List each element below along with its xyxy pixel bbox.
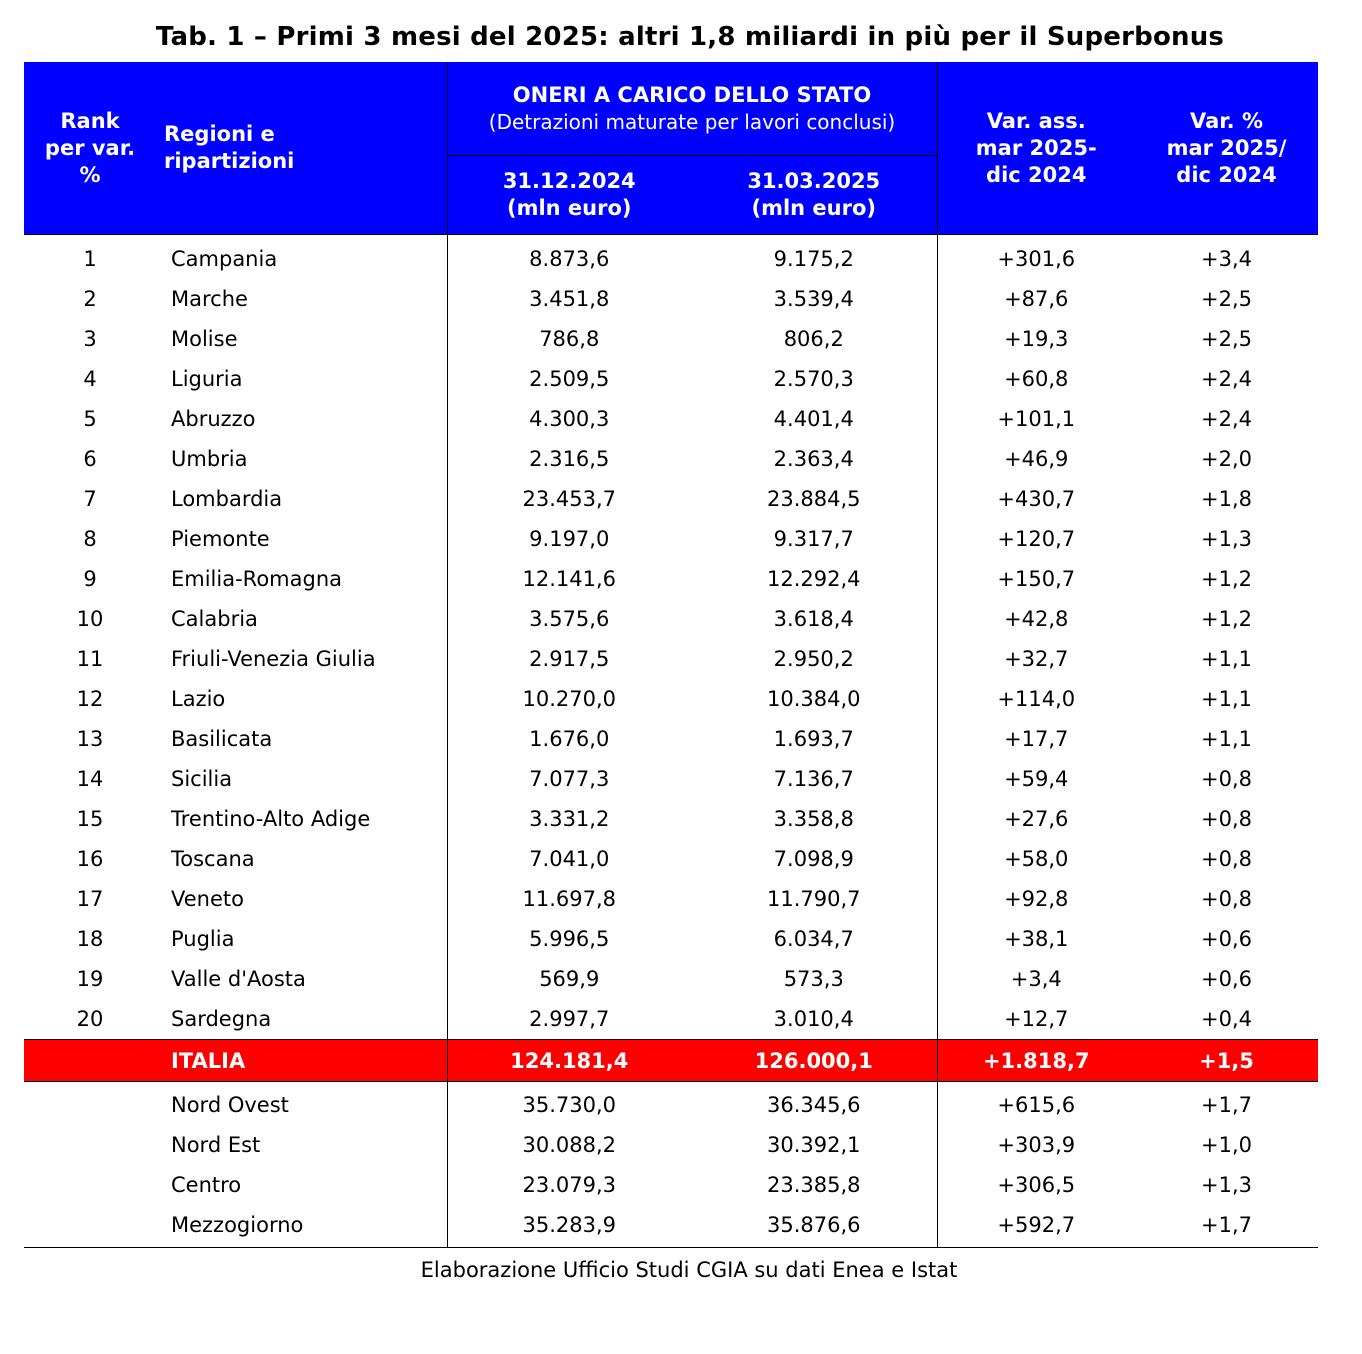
var-abs-cell: +92,8: [937, 879, 1135, 919]
header-date-dec2024-line2: (mln euro): [506, 196, 632, 220]
mar2025-cell: 3.010,4: [773, 1007, 854, 1031]
mar2025-cell: 3.618,4: [773, 607, 854, 631]
table-row: [24, 959, 1318, 999]
table-bottom-rule: [24, 1248, 1318, 1249]
var-pct-cell: +2,4: [1201, 367, 1252, 391]
var-abs-cell: +120,7: [937, 519, 1135, 559]
var-abs-cell: +114,0: [937, 679, 1135, 719]
region-cell: Toscana: [171, 847, 255, 871]
rank-cell: 6: [83, 447, 97, 471]
header-oneri-line1: ONERI A CARICO DELLO STATO: [512, 83, 872, 107]
table-title: Tab. 1 – Primi 3 mesi del 2025: altri 1,8 miliardi in più per il Superbonus: [155, 22, 1225, 52]
header-oneri-line2: (Detrazioni maturate per lavori conclusi): [488, 110, 896, 134]
dec2024-cell: 9.197,0: [447, 519, 691, 559]
header-date-dec2024-line1: 31.12.2024: [502, 169, 636, 193]
var-pct-cell: +0,8: [1201, 807, 1252, 831]
table-row: [24, 639, 1318, 679]
header-var-pct: [1135, 62, 1318, 235]
mar2025-cell: 806,2: [783, 327, 844, 351]
partition-row: [24, 1165, 1318, 1205]
total-var-abs-cell: +1.818,7: [937, 1040, 1135, 1082]
dec2024-cell: 11.697,8: [447, 879, 691, 919]
mar2025-cell: 7.136,7: [773, 767, 854, 791]
header-var-pct-line2: mar 2025/: [1166, 135, 1287, 160]
header-var-abs-line3: dic 2024: [986, 162, 1087, 187]
var-pct-cell: +2,5: [1201, 287, 1252, 311]
var-abs-cell: +27,6: [937, 799, 1135, 839]
table-row: [24, 879, 1318, 919]
dec2024-cell: 1.676,0: [447, 719, 691, 759]
mar2025-cell: 9.175,2: [773, 247, 854, 271]
header-rank-line1: Rank: [60, 108, 120, 133]
mar2025-cell: 7.098,9: [773, 847, 854, 871]
total-body: [24, 1040, 1318, 1082]
partition-dec2024-cell: 23.079,3: [447, 1165, 691, 1205]
dec2024-cell: 4.300,3: [447, 399, 691, 439]
total-mar2025-cell: 126.000,1: [691, 1040, 937, 1082]
total-region-cell: ITALIA: [156, 1040, 447, 1082]
var-pct-cell: +0,6: [1201, 927, 1252, 951]
table-header: [24, 62, 1318, 235]
mar2025-cell: 4.401,4: [773, 407, 854, 431]
header-var-pct-line3: dic 2024: [1176, 162, 1277, 187]
total-row: [24, 1040, 1318, 1082]
header-date-mar2025: [691, 156, 937, 235]
rank-cell: 7: [83, 487, 97, 511]
table-row: [24, 559, 1318, 599]
partition-rank-cell: [24, 1125, 156, 1165]
partition-var-pct-cell: +1,0: [1201, 1133, 1252, 1157]
region-cell: Liguria: [171, 367, 243, 391]
region-cell: Umbria: [171, 447, 248, 471]
var-pct-cell: +0,8: [1201, 767, 1252, 791]
table-row: [24, 759, 1318, 799]
table-row: [24, 399, 1318, 439]
var-abs-cell: +32,7: [937, 639, 1135, 679]
rank-cell: 4: [83, 367, 97, 391]
header-region-line2: ripartizioni: [164, 149, 295, 173]
mar2025-cell: 12.292,4: [766, 567, 861, 591]
partition-var-abs-cell: +303,9: [937, 1125, 1135, 1165]
var-pct-cell: +1,1: [1201, 647, 1252, 671]
table-row: [24, 999, 1318, 1040]
rank-cell: 16: [76, 847, 104, 871]
rank-cell: 11: [76, 647, 104, 671]
partition-region-cell: Centro: [171, 1173, 242, 1197]
region-cell: Emilia-Romagna: [171, 567, 343, 591]
header-var-abs: [937, 62, 1135, 235]
region-cell: Calabria: [171, 607, 258, 631]
table-row: [24, 719, 1318, 759]
partition-dec2024-cell: 30.088,2: [447, 1125, 691, 1165]
table-row: [24, 799, 1318, 839]
mar2025-cell: 3.539,4: [773, 287, 854, 311]
var-abs-cell: +87,6: [937, 279, 1135, 319]
dec2024-cell: 7.041,0: [447, 839, 691, 879]
header-date-dec2024: [447, 156, 691, 235]
var-abs-cell: +301,6: [937, 235, 1135, 280]
dec2024-cell: 2.997,7: [447, 999, 691, 1040]
dec2024-cell: 3.451,8: [447, 279, 691, 319]
header-var-abs-line1: Var. ass.: [986, 108, 1086, 133]
var-pct-cell: +3,4: [1201, 247, 1252, 271]
region-cell: Lazio: [171, 687, 226, 711]
partition-dec2024-cell: 35.283,9: [447, 1205, 691, 1248]
var-pct-cell: +1,1: [1201, 727, 1252, 751]
dec2024-cell: 786,8: [447, 319, 691, 359]
var-abs-cell: +58,0: [937, 839, 1135, 879]
var-abs-cell: +38,1: [937, 919, 1135, 959]
rank-cell: 2: [83, 287, 97, 311]
var-abs-cell: +3,4: [937, 959, 1135, 999]
partitions-body: [24, 1082, 1318, 1248]
partition-var-pct-cell: +1,7: [1201, 1093, 1252, 1117]
partition-rank-cell: [24, 1205, 156, 1248]
rank-cell: 15: [76, 807, 104, 831]
partition-row: [24, 1082, 1318, 1126]
rank-cell: 9: [83, 567, 97, 591]
region-cell: Basilicata: [171, 727, 273, 751]
mar2025-cell: 23.884,5: [766, 487, 861, 511]
rank-cell: 14: [76, 767, 104, 791]
table-row: [24, 519, 1318, 559]
rank-cell: 19: [76, 967, 104, 991]
region-cell: Trentino-Alto Adige: [171, 807, 371, 831]
rank-cell: 17: [76, 887, 104, 911]
mar2025-cell: 3.358,8: [773, 807, 854, 831]
var-abs-cell: +150,7: [937, 559, 1135, 599]
partition-region-cell: Nord Ovest: [171, 1093, 289, 1117]
var-pct-cell: +1,8: [1201, 487, 1252, 511]
dec2024-cell: 12.141,6: [447, 559, 691, 599]
table-row: [24, 319, 1318, 359]
region-cell: Lombardia: [171, 487, 283, 511]
total-dec2024-cell: 124.181,4: [447, 1040, 691, 1082]
mar2025-cell: 2.363,4: [773, 447, 854, 471]
mar2025-cell: 6.034,7: [773, 927, 854, 951]
region-cell: Veneto: [171, 887, 244, 911]
region-cell: Friuli-Venezia Giulia: [171, 647, 376, 671]
table-row: [24, 439, 1318, 479]
header-var-pct-line1: Var. %: [1190, 108, 1263, 133]
rank-cell: 1: [83, 247, 97, 271]
table-row: [24, 235, 1318, 280]
var-pct-cell: +1,1: [1201, 687, 1252, 711]
dec2024-cell: 2.316,5: [447, 439, 691, 479]
var-abs-cell: +42,8: [937, 599, 1135, 639]
dec2024-cell: 3.575,6: [447, 599, 691, 639]
mar2025-cell: 2.950,2: [773, 647, 854, 671]
var-abs-cell: +59,4: [937, 759, 1135, 799]
header-region-line1: Regioni e: [164, 122, 275, 146]
partition-mar2025-cell: 23.385,8: [766, 1173, 861, 1197]
var-abs-cell: +101,1: [937, 399, 1135, 439]
var-pct-cell: +0,8: [1201, 887, 1252, 911]
partition-rank-cell: [24, 1082, 156, 1126]
dec2024-cell: 10.270,0: [447, 679, 691, 719]
partition-mar2025-cell: 30.392,1: [766, 1133, 861, 1157]
superbonus-table: [24, 62, 1318, 1248]
rank-cell: 18: [76, 927, 104, 951]
var-abs-cell: +17,7: [937, 719, 1135, 759]
header-date-mar2025-line2: (mln euro): [751, 196, 876, 220]
var-pct-cell: +0,8: [1201, 847, 1252, 871]
partition-region-cell: Nord Est: [171, 1133, 261, 1157]
rank-cell: 13: [76, 727, 104, 751]
table-row: [24, 479, 1318, 519]
var-abs-cell: +60,8: [937, 359, 1135, 399]
partition-region-cell: Mezzogiorno: [171, 1213, 304, 1237]
region-cell: Valle d'Aosta: [171, 967, 306, 991]
dec2024-cell: 569,9: [447, 959, 691, 999]
rank-cell: 10: [76, 607, 104, 631]
dec2024-cell: 23.453,7: [447, 479, 691, 519]
var-pct-cell: +0,4: [1201, 1007, 1252, 1031]
header-region: [156, 62, 447, 235]
region-cell: Abruzzo: [171, 407, 256, 431]
var-pct-cell: +1,3: [1201, 527, 1252, 551]
region-cell: Marche: [171, 287, 248, 311]
dec2024-cell: 2.509,5: [447, 359, 691, 399]
mar2025-cell: 573,3: [783, 967, 844, 991]
partition-mar2025-cell: 36.345,6: [766, 1093, 861, 1117]
dec2024-cell: 8.873,6: [447, 235, 691, 280]
dec2024-cell: 7.077,3: [447, 759, 691, 799]
var-abs-cell: +430,7: [937, 479, 1135, 519]
var-pct-cell: +2,5: [1201, 327, 1252, 351]
partition-mar2025-cell: 35.876,6: [766, 1213, 861, 1237]
table-body: [24, 235, 1318, 1040]
partition-rank-cell: [24, 1165, 156, 1205]
var-pct-cell: +1,2: [1201, 607, 1252, 631]
header-rank: [24, 62, 156, 235]
rank-cell: 8: [83, 527, 97, 551]
partition-dec2024-cell: 35.730,0: [447, 1082, 691, 1126]
var-pct-cell: +0,6: [1201, 967, 1252, 991]
partition-var-abs-cell: +592,7: [937, 1205, 1135, 1248]
region-cell: Sardegna: [171, 1007, 272, 1031]
var-abs-cell: +12,7: [937, 999, 1135, 1040]
rank-cell: 5: [83, 407, 97, 431]
rank-cell: 20: [76, 1007, 104, 1031]
header-rank-line2: per var.: [44, 135, 136, 160]
mar2025-cell: 1.693,7: [773, 727, 854, 751]
partition-row: [24, 1125, 1318, 1165]
total-var-pct-cell: +1,5: [1135, 1040, 1318, 1082]
region-cell: Campania: [171, 247, 278, 271]
partition-row: [24, 1205, 1318, 1248]
mar2025-cell: 10.384,0: [766, 687, 861, 711]
region-cell: Molise: [171, 327, 238, 351]
partition-var-pct-cell: +1,3: [1201, 1173, 1252, 1197]
table-row: [24, 359, 1318, 399]
region-cell: Puglia: [171, 927, 235, 951]
partition-var-abs-cell: +615,6: [937, 1082, 1135, 1126]
header-date-mar2025-line1: 31.03.2025: [747, 169, 881, 193]
mar2025-cell: 11.790,7: [766, 887, 861, 911]
region-cell: Piemonte: [171, 527, 270, 551]
mar2025-cell: 9.317,7: [773, 527, 854, 551]
rank-cell: 12: [76, 687, 104, 711]
var-pct-cell: +2,0: [1201, 447, 1252, 471]
header-var-abs-line2: mar 2025-: [975, 135, 1097, 160]
var-pct-cell: +2,4: [1201, 407, 1252, 431]
source-note: Elaborazione Ufficio Studi CGIA su dati Enea e Istat: [420, 1258, 958, 1282]
table-row: [24, 279, 1318, 319]
mar2025-cell: 2.570,3: [773, 367, 854, 391]
header-oneri: [447, 62, 937, 156]
rank-cell: 3: [83, 327, 97, 351]
partition-var-abs-cell: +306,5: [937, 1165, 1135, 1205]
table-row: [24, 919, 1318, 959]
partition-var-pct-cell: +1,7: [1201, 1213, 1252, 1237]
dec2024-cell: 3.331,2: [447, 799, 691, 839]
var-abs-cell: +46,9: [937, 439, 1135, 479]
total-rank-cell: [24, 1040, 156, 1082]
header-rank-line3: %: [79, 162, 101, 187]
region-cell: Sicilia: [171, 767, 233, 791]
dec2024-cell: 2.917,5: [447, 639, 691, 679]
table-row: [24, 839, 1318, 879]
table-row: [24, 599, 1318, 639]
dec2024-cell: 5.996,5: [447, 919, 691, 959]
table-row: [24, 679, 1318, 719]
var-abs-cell: +19,3: [937, 319, 1135, 359]
var-pct-cell: +1,2: [1201, 567, 1252, 591]
